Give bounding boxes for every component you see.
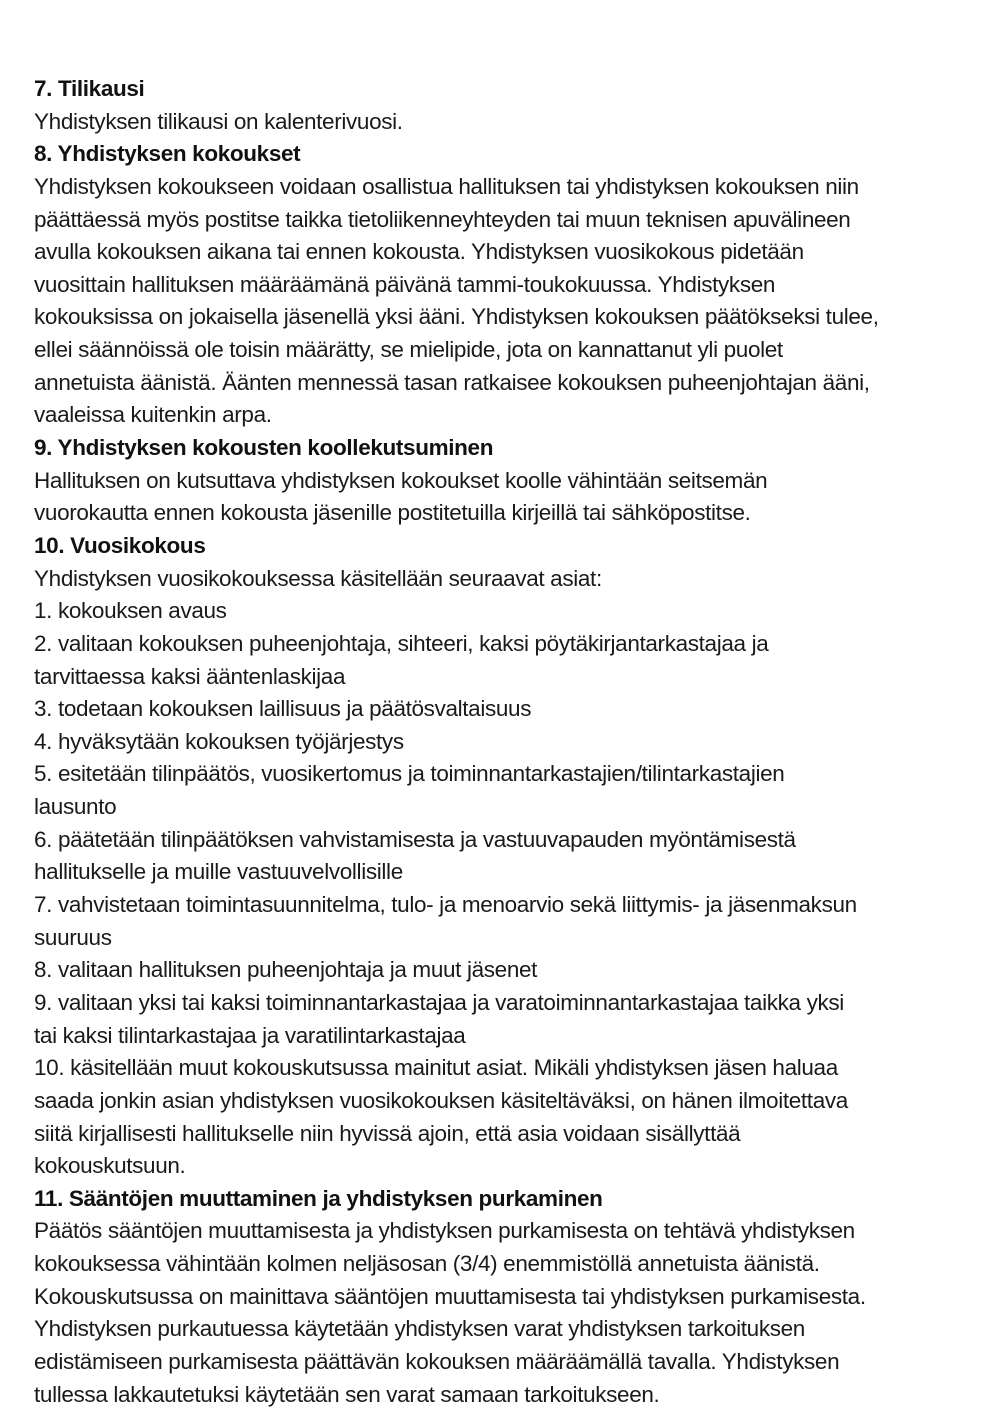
paragraph-line: kokouksessa vähintään kolmen neljäsosan (3/4) enemmistöllä annetuista äänistä.: [34, 1251, 820, 1277]
paragraph-line: Päätös sääntöjen muuttamisesta ja yhdistyksen purkamisesta on tehtävä yhdistyksen: [34, 1218, 855, 1244]
paragraph-line: Kokouskutsussa on mainittava sääntöjen muuttamisesta tai yhdistyksen purkamisesta.: [34, 1283, 866, 1309]
section-7-tilikausi: [34, 73, 994, 138]
section-heading: 9. Yhdistyksen kokousten koollekutsuminen: [34, 435, 494, 461]
section-heading: 11. Sääntöjen muuttaminen ja yhdistyksen purkaminen: [34, 1185, 603, 1211]
paragraph-line: kokouksissa on jokaisella jäsenellä yksi ääni. Yhdistyksen kokouksen päätökseksi tulee,: [34, 304, 879, 330]
agenda-item: 1. kokouksen avaus: [34, 598, 227, 624]
paragraph-line: Yhdistyksen purkautuessa käytetään yhdistyksen varat yhdistyksen tarkoituksen: [34, 1316, 805, 1342]
paragraph-line: vuosittain hallituksen määräämänä päivänä tammi-toukokuussa. Yhdistyksen: [34, 271, 776, 297]
agenda-item: 3. todetaan kokouksen laillisuus ja päätösvaltaisuus: [34, 696, 532, 722]
agenda-item-continued: saada jonkin asian yhdistyksen vuosikokouksen käsiteltäväksi, on hänen ilmoitettava: [34, 1087, 848, 1113]
agenda-item: 2. valitaan kokouksen puheenjohtaja, sihteeri, kaksi pöytäkirjantarkastajaa ja: [34, 630, 769, 656]
paragraph-line: vuorokautta ennen kokousta jäsenille postitetuilla kirjeillä tai sähköpostitse.: [34, 500, 751, 526]
agenda-item: 6. päätetään tilinpäätöksen vahvistamisesta ja vastuuvapauden myöntämisestä: [34, 826, 796, 852]
paragraph-line: päättäessä myös postitse taikka tietoliikenneyhteyden tai muun teknisen apuvälineen: [34, 206, 851, 232]
paragraph-line: edistämiseen purkamisesta päättävän kokouksen määräämällä tavalla. Yhdistyksen: [34, 1348, 840, 1374]
section-heading: 10. Vuosikokous: [34, 532, 206, 558]
paragraph-line: avulla kokouksen aikana tai ennen kokousta. Yhdistyksen vuosikokous pidetään: [34, 239, 804, 265]
agenda-item-continued: lausunto: [34, 794, 117, 820]
agenda-item-continued: siitä kirjallisesti hallitukselle niin hyvissä ajoin, että asia voidaan sisällyttää: [34, 1120, 741, 1146]
paragraph-line: ellei säännöissä ole toisin määrätty, se mielipide, jota on kannattanut yli puolet: [34, 337, 783, 363]
section-heading: 7. Tilikausi: [34, 76, 145, 101]
agenda-item: 4. hyväksytään kokouksen työjärjestys: [34, 728, 404, 754]
agenda-item: 5. esitetään tilinpäätös, vuosikertomus ja toiminnantarkastajien/tilintarkastajien: [34, 761, 785, 787]
agenda-item-continued: suuruus: [34, 924, 112, 950]
section-10-vuosikokous: [34, 530, 994, 1183]
paragraph-line: Hallituksen on kutsuttava yhdistyksen kokoukset koolle vähintään seitsemän: [34, 467, 768, 493]
agenda-item: 9. valitaan yksi tai kaksi toiminnantarkastajaa ja varatoiminnantarkastajaa taikka yksi: [34, 989, 844, 1015]
paragraph-line: tullessa lakkautetuksi käytetään sen varat samaan tarkoitukseen.: [34, 1381, 660, 1407]
agenda-item: 7. vahvistetaan toimintasuunnitelma, tulo- ja menoarvio sekä liittymis- ja jäsenmaksun: [34, 892, 857, 918]
paragraph-line: vaaleissa kuitenkin arpa.: [34, 402, 272, 428]
paragraph-line: Yhdistyksen vuosikokouksessa käsitellään seuraavat asiat:: [34, 565, 602, 591]
agenda-item-continued: tarvittaessa kaksi ääntenlaskijaa: [34, 663, 346, 689]
document-page: [34, 73, 994, 1411]
paragraph-line: Yhdistyksen tilikausi on kalenterivuosi.: [34, 108, 403, 134]
section-9-koollekutsuminen: [34, 432, 994, 530]
agenda-item: 8. valitaan hallituksen puheenjohtaja ja muut jäsenet: [34, 957, 538, 983]
section-heading: 8. Yhdistyksen kokoukset: [34, 141, 301, 167]
section-11-saantojen-muuttaminen: [34, 1183, 994, 1411]
paragraph-line: annetuista äänistä. Äänten mennessä tasan ratkaisee kokouksen puheenjohtajan ääni,: [34, 369, 870, 395]
agenda-item: 10. käsitellään muut kokouskutsussa mainitut asiat. Mikäli yhdistyksen jäsen haluaa: [34, 1055, 838, 1081]
paragraph-line: Yhdistyksen kokoukseen voidaan osallistua hallituksen tai yhdistyksen kokouksen niin: [34, 173, 859, 199]
section-8-yhdistyksen-kokoukset: [34, 138, 994, 432]
agenda-item-continued: kokouskutsuun.: [34, 1153, 186, 1179]
agenda-item-continued: tai kaksi tilintarkastajaa ja varatilintarkastajaa: [34, 1022, 466, 1048]
agenda-item-continued: hallitukselle ja muille vastuuvelvollisille: [34, 859, 403, 885]
